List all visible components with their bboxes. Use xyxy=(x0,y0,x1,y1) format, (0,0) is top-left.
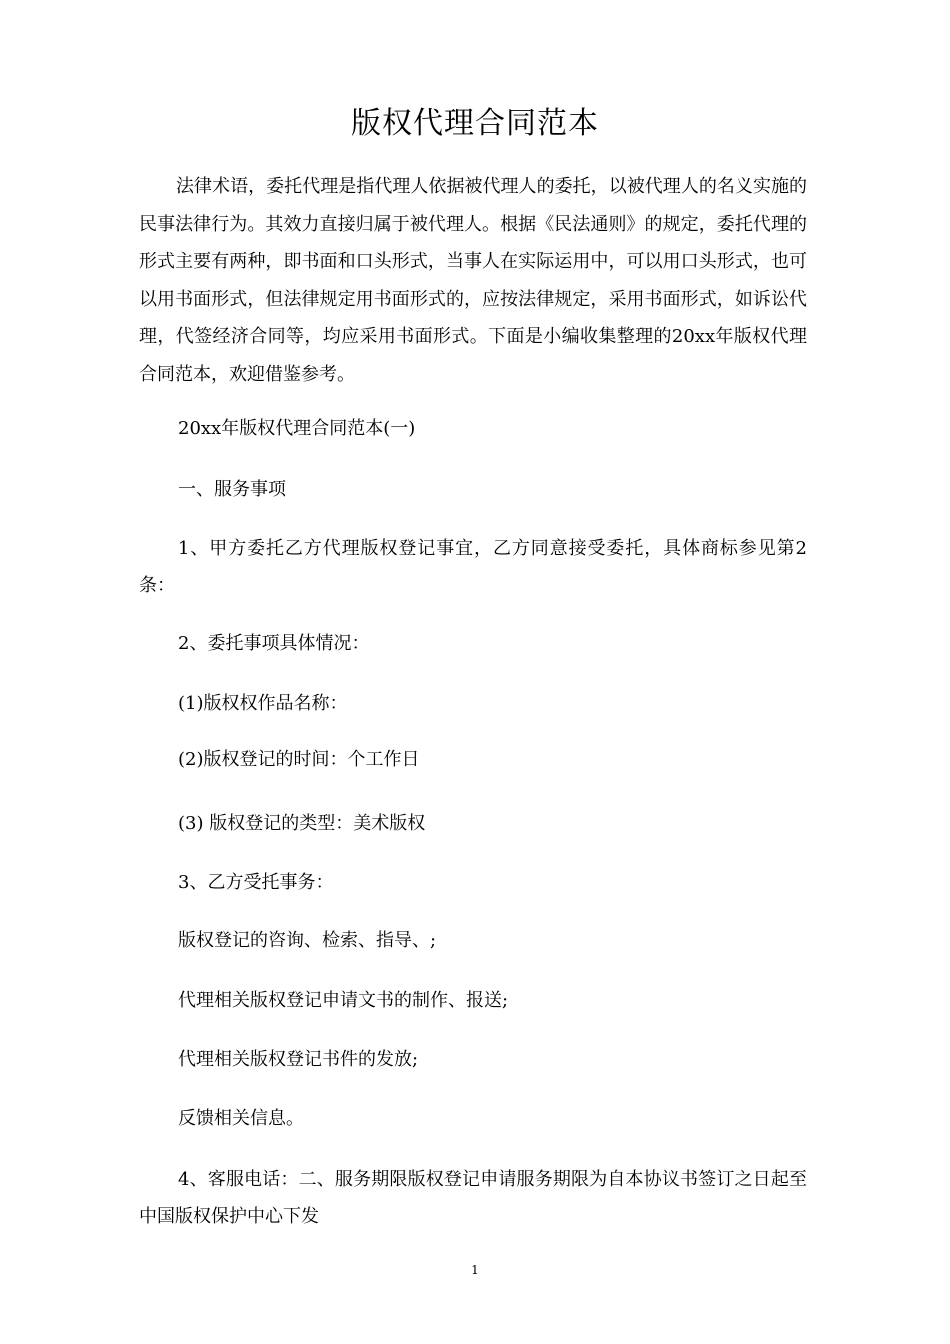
clause-2: 2、委托事项具体情况： xyxy=(178,633,370,654)
intro-paragraph: 法律术语，委托代理是指代理人依据被代理人的委托，以被代理人的名义实施的民事法律行为。其效力直接归属于被代理人。根据《民法通则》的规定，委托代理的形式主要有两种，即书面和口头形式，当事人在实际运用中，可以用口头形式，也可以用书面形式，但法律规定用书面形式的，应按法律规定，采用书面形式，如诉讼代理，代签经济合同等，均应采用书面形式。下面是小编收集整理的20xx年版权代理合同范本，欢迎借鉴参考。 xyxy=(139,176,807,385)
page-number: 1 xyxy=(471,1263,479,1277)
clause-3: 3、乙方受托事务： xyxy=(178,872,334,893)
task-item-1: 版权登记的咨询、检索、指导、; xyxy=(178,930,437,951)
clause-2-1: (1)版权权作品名称： xyxy=(178,693,348,714)
clause-2-3: (3) 版权登记的类型：美术版权 xyxy=(178,813,426,834)
clause-1: 1、甲方委托乙方代理版权登记事宜，乙方同意接受委托，具体商标参见第2条： xyxy=(139,538,807,596)
section-heading: 20xx年版权代理合同范本(一) xyxy=(178,418,416,439)
task-item-3: 代理相关版权登记书件的发放; xyxy=(178,1049,419,1070)
task-item-4: 反馈相关信息。 xyxy=(178,1108,304,1129)
clause-4: 4、客服电话：二、服务期限版权登记申请服务期限为自本协议书签订之日起至中国版权保护中心下发 xyxy=(139,1169,807,1227)
clause-2-2: (2)版权登记的时间：个工作日 xyxy=(178,749,420,770)
document-title: 版权代理合同范本 xyxy=(351,106,599,141)
task-item-2: 代理相关版权登记申请文书的制作、报送; xyxy=(178,990,509,1011)
part-one-heading: 一、服务事项 xyxy=(178,479,286,500)
